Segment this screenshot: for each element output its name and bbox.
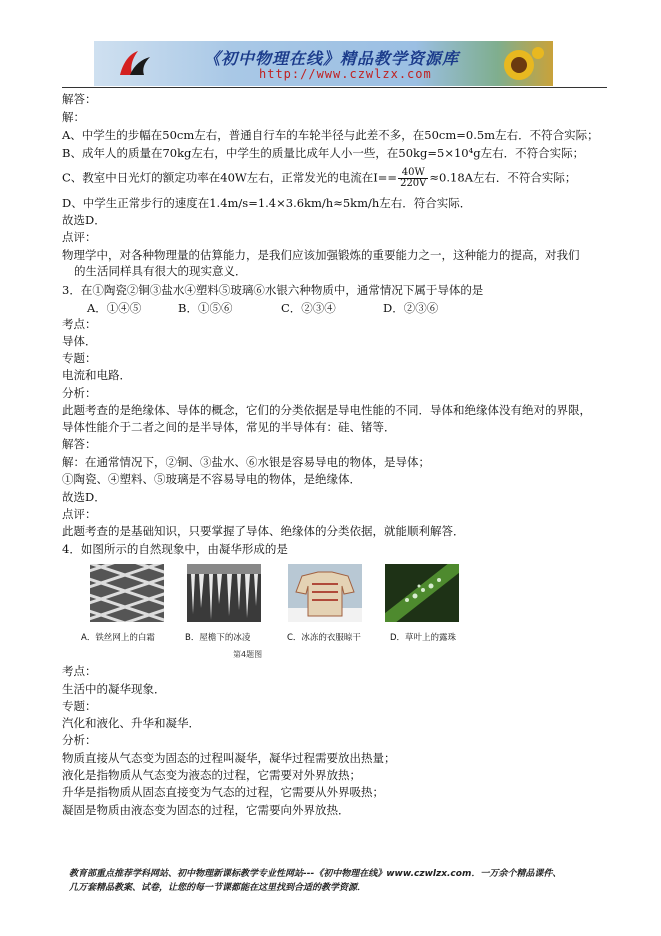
question-3-option-a: A．①④⑤ (87, 301, 142, 315)
zhuanti-heading: 专题： (62, 351, 97, 365)
header-url[interactable]: http://www.czwlzx.com (259, 67, 432, 81)
review-text: 物理学中，对各种物理量的估算能力，是我们应该加强锻炼的重要能力之一，这种能力的提高，对我们 (62, 248, 580, 262)
kaodian-text: 导体． (62, 334, 97, 348)
option-c-analysis: C、教室中日光灯的额定功率在40W左右，正常发光的电流在I== $\frac{40W}{220V}$ ≈0.18A左右．不符合实际； (62, 167, 577, 189)
fenxi-heading: 分析： (62, 386, 97, 400)
choice-text: 故选D． (62, 490, 106, 504)
photo-frozen-clothes (288, 564, 362, 622)
review-heading: 点评： (62, 507, 97, 521)
header-rule (62, 87, 607, 88)
question-3-option-c: C．②③④ (281, 301, 336, 315)
fenxi-heading: 分析： (62, 733, 97, 747)
review-text: 的生活同样具有很大的现实意义． (74, 264, 247, 278)
site-logo-icon (116, 49, 152, 79)
photo-icicles (187, 564, 261, 622)
question-4-stem: 4．如图所示的自然现象中，由凝华形成的是 (62, 542, 288, 556)
question-3-stem: 3．在①陶瓷②铜③盐水④塑料⑤玻璃⑥水银六种物质中，通常情况下属于导体的是 (62, 283, 484, 297)
figure-caption-c: C．冰冻的衣服晾干 (287, 633, 361, 643)
figure-caption-d: D．草叶上的露珠 (390, 633, 457, 643)
photo-dew-on-grass (385, 564, 459, 622)
solution-text: 解：在通常情况下，②铜、③盐水、⑥水银是容易导电的物体，是导体； (62, 455, 430, 469)
option-b-analysis: B、成年人的质量在70kg左右，中学生的质量比成年人小一些，在50kg=5×10⁴g左右．不符合实际； (62, 146, 585, 160)
review-text: 此题考查的是基础知识，只要掌握了导体、绝缘体的分类依据，就能顺利解答． (62, 524, 465, 538)
zhuanti-heading: 专题： (62, 699, 97, 713)
footer-line: 几万套精品教案、试卷，让您的每一节课都能在这里找到合适的教学资源． (69, 883, 367, 893)
sunflower-icon (494, 45, 544, 85)
figure-number-caption: 第4题图 (233, 650, 263, 659)
answer-heading: 解答： (62, 437, 97, 451)
header-title: 《初中物理在线》精品教学资源库 (204, 49, 460, 68)
solution-heading: 解： (62, 110, 85, 124)
question-3-option-d: D．②③⑥ (383, 301, 439, 315)
figure-caption-a: A．铁丝网上的白霜 (81, 633, 155, 643)
answer-heading: 解答： (62, 92, 97, 106)
current-fraction: $\frac{40W}{220V}$ (400, 167, 427, 189)
choice-text: 故选D． (62, 213, 106, 227)
fenxi-text: 物质直接从气态变为固态的过程叫凝华，凝华过程需要放出热量； (62, 751, 396, 765)
kaodian-heading: 考点： (62, 664, 97, 678)
fenxi-text: 导体性能介于二者之间的是半导体，常见的半导体有：硅、锗等． (62, 420, 396, 434)
photo-frost-wire-mesh (90, 564, 164, 622)
fenxi-text: 液化是指物质从气态变为液态的过程，它需要对外界放热； (62, 768, 361, 782)
zhuanti-text: 电流和电路． (62, 368, 131, 382)
figure-caption-b: B．屋檐下的冰凌 (185, 633, 251, 643)
zhuanti-text: 汽化和液化、升华和凝华． (62, 716, 200, 730)
option-d-analysis: D、中学生正常步行的速度在1.4m/s=1.4×3.6km/h≈5km/h左右．符合实际． (62, 196, 472, 210)
question-3-option-b: B．①⑤⑥ (178, 301, 233, 315)
solution-text: ①陶瓷、④塑料、⑤玻璃是不容易导电的物体，是绝缘体． (62, 472, 361, 486)
review-heading: 点评： (62, 230, 97, 244)
fenxi-text: 此题考查的是绝缘体、导体的概念，它们的分类依据是导电性能的不同．导体和绝缘体没有绝对的界限， (62, 403, 591, 417)
fenxi-text: 升华是指物质从固态直接变为气态的过程，它需要从外界吸热； (62, 785, 384, 799)
kaodian-text: 生活中的凝华现象． (62, 682, 166, 696)
header-banner (94, 41, 553, 86)
fenxi-text: 凝固是物质由液态变为固态的过程，它需要向外界放热． (62, 803, 350, 817)
footer-line: 教育部重点推荐学科网站、初中物理新课标教学专业性网站---《初中物理在线》www.czwlzx.com．一万余个精品课件、 (69, 869, 562, 879)
option-a-analysis: A、中学生的步幅在50cm左右，普通自行车的车轮半径与此差不多，在50cm=0.5m左右．不符合实际； (62, 128, 599, 142)
kaodian-heading: 考点： (62, 317, 97, 331)
